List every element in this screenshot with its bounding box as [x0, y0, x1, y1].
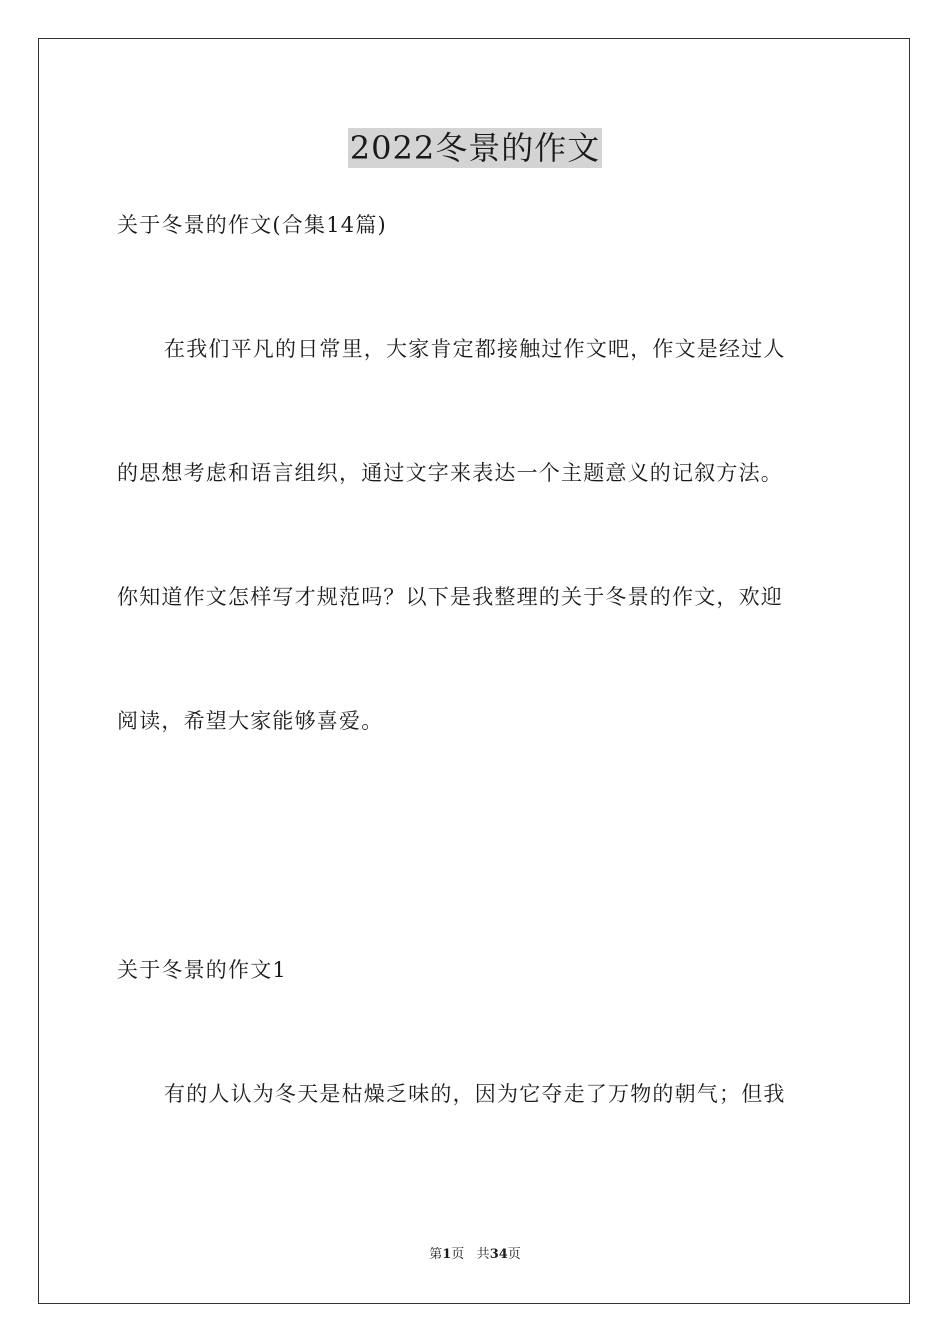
footer-page-total: 34 — [489, 1247, 508, 1262]
document-title-text: 2022冬景的作文 — [349, 129, 601, 167]
document-subtitle: 关于冬景的作文(合集14篇) — [117, 213, 387, 237]
footer-page-suffix: 页 — [451, 1247, 465, 1262]
section-line-1: 有的人认为冬天是枯燥乏味的，因为它夺走了万物的朝气；但我 — [164, 1082, 786, 1106]
footer-page-current: 1 — [442, 1247, 452, 1262]
footer-page-prefix: 第 — [429, 1247, 443, 1262]
intro-line-4: 阅读，希望大家能够喜爱。 — [117, 709, 384, 733]
section-heading: 关于冬景的作文1 — [117, 958, 287, 982]
intro-line-1: 在我们平凡的日常里，大家肯定都接触过作文吧，作文是经过人 — [164, 337, 786, 361]
footer-total-prefix: 共 — [476, 1247, 490, 1262]
page-footer — [0, 1246, 950, 1264]
document-title — [0, 128, 950, 168]
intro-line-3: 你知道作文怎样写才规范吗？以下是我整理的关于冬景的作文，欢迎 — [117, 585, 783, 609]
intro-line-2: 的思想考虑和语言组织，通过文字来表达一个主题意义的记叙方法。 — [117, 461, 783, 485]
footer-total-suffix: 页 — [507, 1247, 521, 1262]
